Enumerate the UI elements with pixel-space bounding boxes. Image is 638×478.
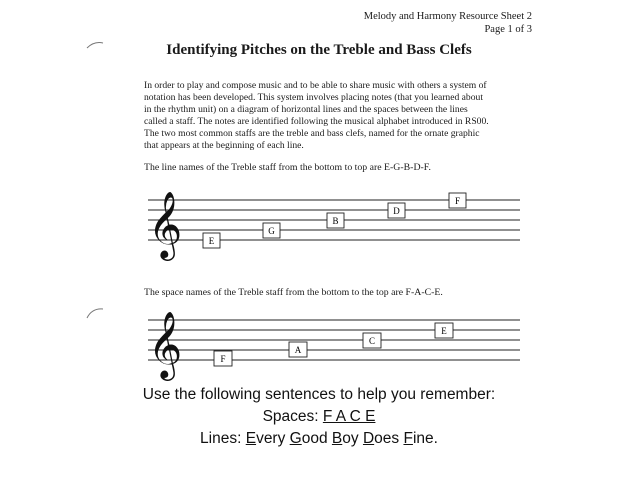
treble-clef-icon: 𝄞 [148, 190, 183, 258]
staff-svg [140, 188, 524, 258]
spaces-prefix: Spaces: [262, 408, 323, 425]
note-box-e [435, 323, 453, 338]
mnemonic-word-rest: oes [374, 430, 400, 447]
note-label: G [268, 226, 275, 236]
note-box-f [214, 351, 232, 366]
mnemonic-initial: D [362, 430, 375, 447]
intro-paragraph [144, 80, 524, 151]
mnemonic-initial: E [245, 430, 257, 447]
mnemonic-word-rest: ood [301, 430, 328, 447]
treble-staff-lines-diagram [140, 188, 524, 258]
note-label: F [454, 196, 461, 206]
note-label: B [332, 216, 339, 226]
mnemonic-initial: G [289, 430, 302, 447]
spaces-mnemonic: F A C E [322, 408, 376, 425]
sheet-header [364, 10, 532, 36]
page-edge-mark-bottom [86, 306, 104, 320]
intro-line: that appears at the beginning of each line. [144, 139, 304, 151]
line-names-caption: The line names of the Treble staff from the bottom to top are E-G-B-D-F. [144, 162, 431, 173]
intro-line: In order to play and compose music and to be able to share music with others a system of [144, 80, 487, 91]
treble-clef-icon: 𝄞 [148, 310, 183, 378]
intro-line: The two most common staffs are the treble and bass clefs, named for the ornate graphic [144, 127, 480, 139]
header-page-number: Page 1 of 3 [484, 24, 532, 35]
mnemonic-word-rest: ine. [412, 430, 438, 447]
intro-line: notation has been developed. This system involves placing notes (that you learned about [144, 91, 483, 103]
note-box-d [388, 203, 405, 218]
note-label: F [220, 354, 226, 364]
mnemonic-footer [0, 384, 638, 450]
note-label: A [294, 345, 302, 355]
mnemonic-word-rest: very [256, 430, 286, 447]
lines-mnemonic-line [0, 428, 638, 450]
note-box-b [327, 213, 344, 228]
page-title: Identifying Pitches on the Treble and Bass Clefs [166, 42, 472, 58]
mnemonic-word-rest: oy [342, 430, 359, 447]
mnemonic-initial: F [403, 430, 413, 447]
mnemonic-initial: B [331, 430, 343, 447]
intro-line: called a staff. The notes are identified following the musical alphabet introduced in RS00. [144, 115, 489, 127]
note-label: C [368, 336, 376, 346]
note-label: E [208, 236, 215, 246]
intro-line: in the rhythm unit) on a diagram of horizontal lines and the spaces between the lines [144, 103, 468, 115]
treble-staff-spaces-diagram [140, 306, 524, 376]
note-box-f [449, 193, 466, 208]
spaces-mnemonic-line [0, 406, 638, 428]
note-box-c [363, 333, 381, 348]
note-label: E [441, 326, 447, 336]
header-resource-title: Melody and Harmony Resource Sheet 2 [363, 11, 532, 22]
staff-svg [140, 306, 524, 376]
space-names-caption: The space names of the Treble staff from the bottom to the top are F-A-C-E. [144, 287, 443, 298]
mnemonic-intro: Use the following sentences to help you remember: [142, 386, 496, 403]
note-box-g [263, 223, 280, 238]
note-box-a [289, 342, 307, 357]
note-label: D [393, 206, 400, 216]
lines-prefix: Lines: [200, 430, 246, 447]
note-box-e [203, 233, 220, 248]
